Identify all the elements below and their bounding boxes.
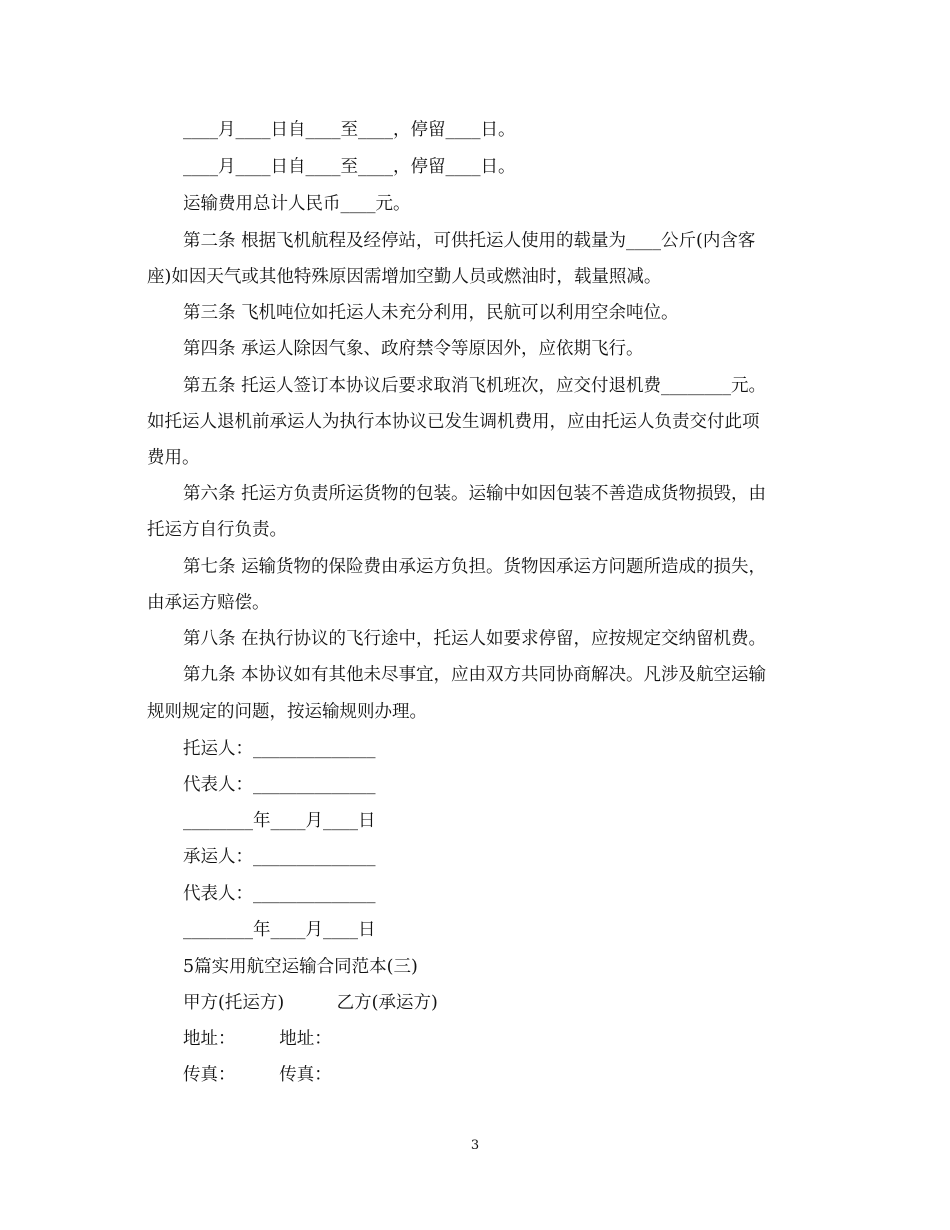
shipper-representative: 代表人：______________ bbox=[183, 775, 376, 795]
article-9-line-1: 第九条 本协议如有其他未尽事宜，应由双方共同协商解决。凡涉及航空运输 bbox=[183, 665, 767, 685]
total-fee-line: 运输费用总计人民币____元。 bbox=[183, 194, 411, 214]
article-3: 第三条 飞机吨位如托运人未充分利用，民航可以利用空余吨位。 bbox=[183, 303, 679, 323]
carrier-signature: 承运人：______________ bbox=[183, 847, 376, 867]
parties-line: 甲方(托运方) 乙方(承运方) bbox=[183, 993, 438, 1013]
article-7-line-2: 由承运方赔偿。 bbox=[147, 593, 270, 613]
article-6-line-1: 第六条 托运方负责所运货物的包装。运输中如因包装不善造成货物损毁，由 bbox=[183, 484, 767, 504]
article-8: 第八条 在执行协议的飞行途中，托运人如要求停留，应按规定交纳留机费。 bbox=[183, 629, 767, 649]
article-4: 第四条 承运人除因气象、政府禁令等原因外，应依期飞行。 bbox=[183, 339, 644, 359]
schedule-line-1: ____月____日自____至____，停留____日。 bbox=[183, 120, 516, 140]
article-7-line-1: 第七条 运输货物的保险费由承运方负担。货物因承运方问题所造成的损失， bbox=[183, 557, 767, 577]
article-2-line-2: 座)如因天气或其他特殊原因需增加空勤人员或燃油时，载量照减。 bbox=[147, 267, 662, 287]
shipper-signature: 托运人：______________ bbox=[183, 739, 376, 759]
carrier-date: ________年____月____日 bbox=[183, 920, 376, 940]
page-number: 3 bbox=[470, 1138, 480, 1153]
carrier-representative: 代表人：______________ bbox=[183, 884, 376, 904]
article-9-line-2: 规则规定的问题，按运输规则办理。 bbox=[147, 702, 427, 722]
article-5-line-1: 第五条 托运人签订本协议后要求取消飞机班次，应交付退机费________元。 bbox=[183, 376, 767, 396]
article-5-line-2: 如托运人退机前承运人为执行本协议已发生调机费用，应由托运人负责交付此项 bbox=[147, 412, 760, 432]
article-6-line-2: 托运方自行负责。 bbox=[147, 520, 287, 540]
shipper-date: ________年____月____日 bbox=[183, 811, 376, 831]
address-line: 地址： 地址： bbox=[183, 1029, 332, 1049]
article-5-line-3: 费用。 bbox=[147, 448, 200, 468]
schedule-line-2: ____月____日自____至____，停留____日。 bbox=[183, 157, 516, 177]
section-heading: 5篇实用航空运输合同范本(三) bbox=[183, 957, 418, 977]
article-2-line-1: 第二条 根据飞机航程及经停站，可供托运人使用的载量为____公斤(内含客 bbox=[183, 231, 756, 251]
fax-line: 传真： 传真： bbox=[183, 1065, 332, 1085]
